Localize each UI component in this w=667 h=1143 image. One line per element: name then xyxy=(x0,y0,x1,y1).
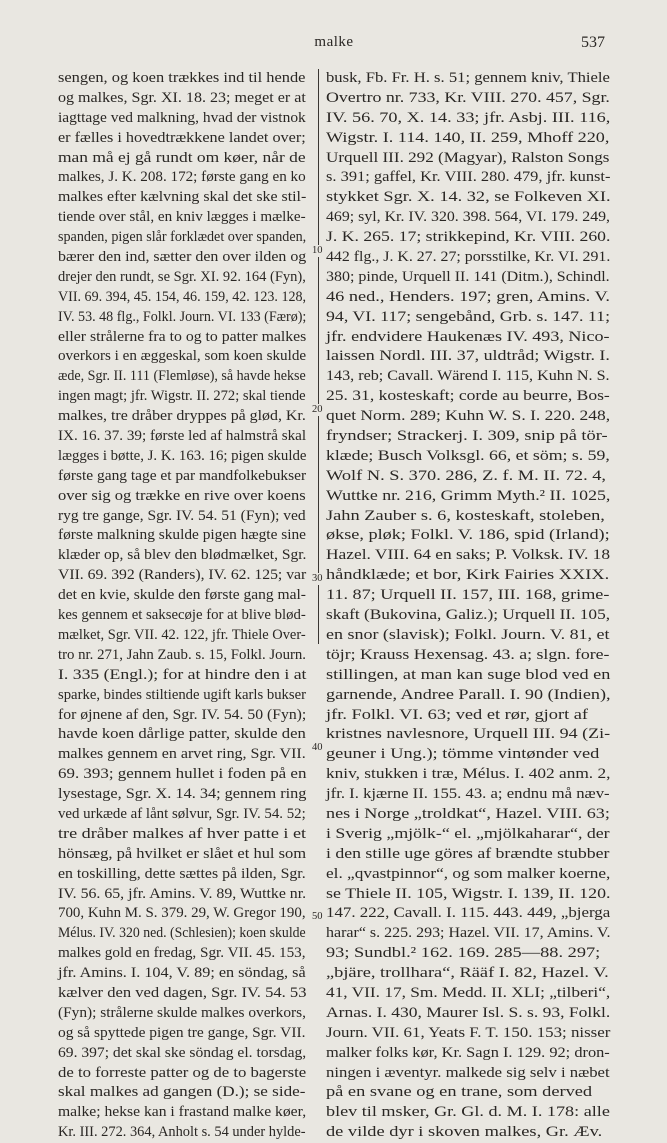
text-line: VII. 69. 392 (Randers), IV. 62. 125; var xyxy=(58,567,307,584)
text-line: 147. 222, Cavall. I. 115. 443. 449, „bjerga xyxy=(326,905,611,922)
text-line: 25. 31, kosteskaft; corde au beurre, Bos- xyxy=(326,388,610,405)
text-line: se Thiele II. 105, Wigstr. I. 139, II. 120. xyxy=(326,885,611,902)
text-line: 93; Sundbl.² 162. 169. 285—88. 297; xyxy=(326,945,601,962)
text-line: blev til msker, Gr. Gl. d. M. I. 178: alle xyxy=(326,1104,610,1121)
text-line: 41, VII. 17, Sm. Medd. II. XLI; „tilberi“, xyxy=(326,984,611,1001)
running-head: malke xyxy=(314,34,354,50)
text-line: 442 flg., J. K. 27. 27; porsstilke, Kr. VI. 291. xyxy=(326,249,611,266)
text-line: ved urkæde af lånt sølvur, Sgr. IV. 54. 52; xyxy=(58,805,306,822)
text-line: på en svane og en trane, som derved xyxy=(326,1084,593,1101)
text-line: Jahn Zauber s. 6, kosteskaft, stoleben, xyxy=(326,507,605,524)
text-line: Kr. III. 272. 364, Anholt s. 54 under hylde- xyxy=(58,1124,306,1141)
text-line: Wuttke nr. 216, Grimm Myth.² II. 1025, xyxy=(326,487,611,504)
text-line: man må ej gå rundt om køer, når de xyxy=(58,149,306,166)
left-column xyxy=(58,69,306,1143)
text-line: drejer den rundt, se Sgr. XI. 92. 164 (Fyn), xyxy=(58,268,306,285)
text-line: ryg tre gange, Sgr. IV. 54. 51 (Fyn); ved xyxy=(58,507,306,524)
text-line: jfr. Folkl. VI. 63; ved et rør, gjort af xyxy=(326,706,589,723)
text-line: malkes gold en fredag, Sgr. VII. 45. 153, xyxy=(58,945,306,962)
text-line: J. K. 265. 17; strikkepind, Kr. VIII. 260. xyxy=(326,229,611,246)
text-line: ningen i æventyr. malkede sig selv i næbet xyxy=(326,1064,610,1081)
text-line: Hazel. VIII. 64 en saks; P. Volksk. IV. 18 xyxy=(326,547,611,564)
text-line: IV. 56. 65, jfr. Amins. V. 89, Wuttke nr. xyxy=(58,885,307,902)
right-column xyxy=(326,69,610,1143)
text-line: jfr. endvidere Haukenæs IV. 493, Nico- xyxy=(326,328,610,345)
line-marker: 20 xyxy=(312,404,323,415)
line-marker: 30 xyxy=(312,573,323,584)
text-line: 46 ned., Henders. 197; gren, Amins. V. xyxy=(326,288,610,305)
text-line: spanden, pigen slår forklædet over spanden, xyxy=(58,229,307,246)
text-line: kristnes navlesnore, Urquell III. 94 (Zi- xyxy=(326,726,611,743)
text-line: quet Norm. 289; Kuhn W. S. I. 220. 248, xyxy=(326,408,611,425)
text-line: 11. 87; Urquell II. 157, III. 168, grime- xyxy=(326,587,610,604)
text-line: skal malkes ad gangen (D.); se side- xyxy=(58,1084,306,1101)
text-line: hönsæg, på hvilket er slået et hul som xyxy=(58,845,307,862)
text-line: garnende, Andree Parall. I. 90 (Indien), xyxy=(326,686,611,703)
text-line: tiende over stål, en kniv lægges i mælke- xyxy=(58,209,306,226)
text-line: overkors i en æggeskal, som koen skulde xyxy=(58,348,307,365)
text-line: lægges i bøtte, J. K. 163. 16; pigen skulde xyxy=(58,447,307,464)
text-line: Journ. VII. 61, Yeats F. T. 150. 153; nisser xyxy=(326,1024,611,1041)
text-line: økse, pløk; Folkl. V. 186, spid (Irland); xyxy=(326,527,610,544)
text-line: s. 391; gaffel, Kr. VIII. 280. 479, jfr. kunst- xyxy=(326,169,611,186)
text-line: og malkes, Sgr. XI. 18. 23; meget er at xyxy=(58,89,306,106)
page-number: 537 xyxy=(581,34,605,51)
text-line: kniv, stukken i træ, Mélus. I. 402 anm. 2, xyxy=(326,766,611,783)
text-line: töjr; Krauss Hexensag. 43. a; slgn. fore- xyxy=(326,646,610,663)
text-line: sparke, bindes stiltiende ugift karls bukser xyxy=(58,686,307,703)
text-line: 69. 393; gennem hullet i foden på en xyxy=(58,766,307,783)
text-line: jfr. Amins. I. 104, V. 89; en söndag, så xyxy=(58,965,306,982)
text-line: malker folks kør, Kr. Sagn I. 129. 92; dron- xyxy=(326,1044,610,1061)
text-line: 469; syl, Kr. IV. 320. 398. 564, VI. 179. 249, xyxy=(326,209,611,226)
text-line: malkes, J. K. 208. 172; første gang en ko xyxy=(58,169,306,186)
text-line: klæder op, så blev den blødmælket, Sgr. xyxy=(58,547,307,564)
text-line: el. „qvastpinnor“, og som malker koerne, xyxy=(326,865,611,882)
text-line: i Sverig „mjölk-“ el. „mjölkaharar“, der xyxy=(326,825,610,842)
line-marker: 50 xyxy=(312,911,323,922)
text-line: Overtro nr. 733, Kr. VIII. 270. 457, Sgr. xyxy=(326,89,610,106)
text-line: VII. 69. 394, 45. 154, 46. 159, 42. 123. 128, xyxy=(58,288,307,305)
text-line: Wolf N. S. 370. 286, Z. f. M. II. 72. 4, xyxy=(326,467,607,484)
text-line: kes gennem et saksecøje for at blive blød- xyxy=(58,607,306,624)
text-line: æde, Sgr. II. 111 (Flemløse), så havde hekse xyxy=(58,368,306,385)
text-line: I. 335 (Engl.); for at hindre den i at xyxy=(58,666,307,683)
text-line: lysestage, Sgr. X. 14. 34; gennem ring xyxy=(58,786,307,803)
text-line: geuner i Ung.); tömme vintønder ved xyxy=(326,746,600,763)
column-divider xyxy=(318,69,319,644)
text-line: første malkning skulde pigen hægte sine xyxy=(58,527,307,544)
text-line: for øjnene af den, Sgr. IV. 54. 50 (Fyn); xyxy=(58,706,307,723)
text-line: IX. 16. 37. 39; første led af halmstrå skal xyxy=(58,428,307,445)
text-line: håndklæde; et bor, Kirk Fairies XXIX. xyxy=(326,567,610,584)
text-line: malkes efter kælvning skal det ske stil- xyxy=(58,189,307,206)
text-line: ingen magt; jfr. Wigstr. II. 272; skal tiende xyxy=(58,388,306,405)
text-line: tre dråber malkes af hver patte i et xyxy=(58,825,307,842)
text-line: nes i Norge „troldkat“, Hazel. VIII. 63; xyxy=(326,805,610,822)
text-line: 380; pinde, Urquell II. 141 (Ditm.), Schindl. xyxy=(326,268,610,285)
text-line: sengen, og koen trækkes ind til hende xyxy=(58,70,306,86)
text-line: malke; hekse kan i frastand malke køer, xyxy=(58,1104,307,1121)
text-line: det en kvie, skulde den første gang mal- xyxy=(58,587,306,604)
text-line: IV. 56. 70, X. 14. 33; jfr. Asbj. III. 116, xyxy=(326,109,611,126)
text-line: 69. 397; det skal ske söndag el. torsdag, xyxy=(58,1044,307,1061)
text-line: stillingen, at man kan suge blod ved en xyxy=(326,666,611,683)
text-line: 143, reb; Cavall. Wärend I. 115, Kuhn N. S. xyxy=(326,368,610,385)
text-line: Arnas. I. 430, Maurer Isl. S. s. 93, Folkl. xyxy=(326,1004,611,1021)
text-line: harar“ s. 225. 293; Hazel. VII. 17, Amins. V. xyxy=(326,925,611,942)
text-line: (Fyn); strålerne skulde malkes overkors, xyxy=(58,1004,306,1021)
text-line: skaft (Bukovina, Galiz.); Urquell II. 105, xyxy=(326,607,611,624)
line-marker: 40 xyxy=(312,742,323,753)
text-line: stykket Sgr. X. 14. 32, se Folkeven XI. xyxy=(326,189,611,206)
text-line: malkes, tre dråber dryppes på glød, Kr. xyxy=(58,408,306,425)
line-marker: 10 xyxy=(312,245,323,256)
text-line: og så spyttede pigen tre gange, Sgr. VII. xyxy=(58,1024,306,1041)
text-line: laissen Nordl. III. 37, uldtråd; Wigstr. I. xyxy=(326,348,610,365)
text-line: eller strålerne fra to og to patter malkes xyxy=(58,328,307,345)
text-line: de to forreste patter og de to bagerste xyxy=(58,1064,307,1081)
text-line: 700, Kuhn M. S. 379. 29, W. Gregor 190, xyxy=(58,905,306,922)
text-line: er fælles i hovedtrækkene landet over; xyxy=(58,129,306,146)
text-line: bærer den ind, sætter den over ilden og xyxy=(58,249,307,266)
text-line: busk, Fb. Fr. H. s. 51; gennem kniv, Thiele xyxy=(326,70,610,86)
text-line: malkes gennem en arvet ring, Sgr. VII. xyxy=(58,746,306,763)
text-line: i den stille uge göres af brændte stubber xyxy=(326,845,610,862)
text-line: klæde; Busch Volksgl. 66, et söm; s. 59, xyxy=(326,447,610,464)
text-line: mælket, Sgr. VII. 42. 122, jfr. Thiele Over- xyxy=(58,626,306,643)
text-line: kælver den ved dagen, Sgr. IV. 54. 53 xyxy=(58,984,307,1001)
text-line: havde koen dårlige patter, skulde den xyxy=(58,726,306,743)
text-line: Mélus. IV. 320 ned. (Schlesien); koen skulde xyxy=(58,925,306,942)
text-line: over sig og trække en rive over koens xyxy=(58,487,306,504)
text-line: en snor (slavisk); Folkl. Journ. V. 81, et xyxy=(326,626,610,643)
text-line: de vilde dyr i skoven malkes, Gr. Æv. xyxy=(326,1124,603,1141)
text-line: IV. 53. 48 flg., Folkl. Journ. VI. 133 (Færø); xyxy=(58,308,307,325)
text-line: 94, VI. 117; sengebånd, Grb. s. 147. 11; xyxy=(326,308,611,325)
text-line: iagttage ved malkning, hvad der vistnok xyxy=(58,109,306,126)
text-line: Wigstr. I. 114. 140, II. 259, Mhoff 220, xyxy=(326,129,610,146)
text-line: fryndser; Strackerj. I. 309, snip på tör- xyxy=(326,428,608,445)
text-line: tro nr. 271, Jahn Zaub. s. 15, Folkl. Journ. xyxy=(58,646,307,663)
text-line: første gang tage et par mandfolkebukser xyxy=(58,467,307,484)
text-line: en toskilling, dette sættes på ilden, Sgr. xyxy=(58,865,306,882)
text-line: Urquell III. 292 (Magyar), Ralston Songs xyxy=(326,149,610,166)
text-line: jfr. I. kjærne II. 155. 43. a; endnu må næv- xyxy=(326,786,610,803)
text-line: „bjäre, trollhara“, Rääf I. 82, Hazel. V. xyxy=(326,965,609,982)
